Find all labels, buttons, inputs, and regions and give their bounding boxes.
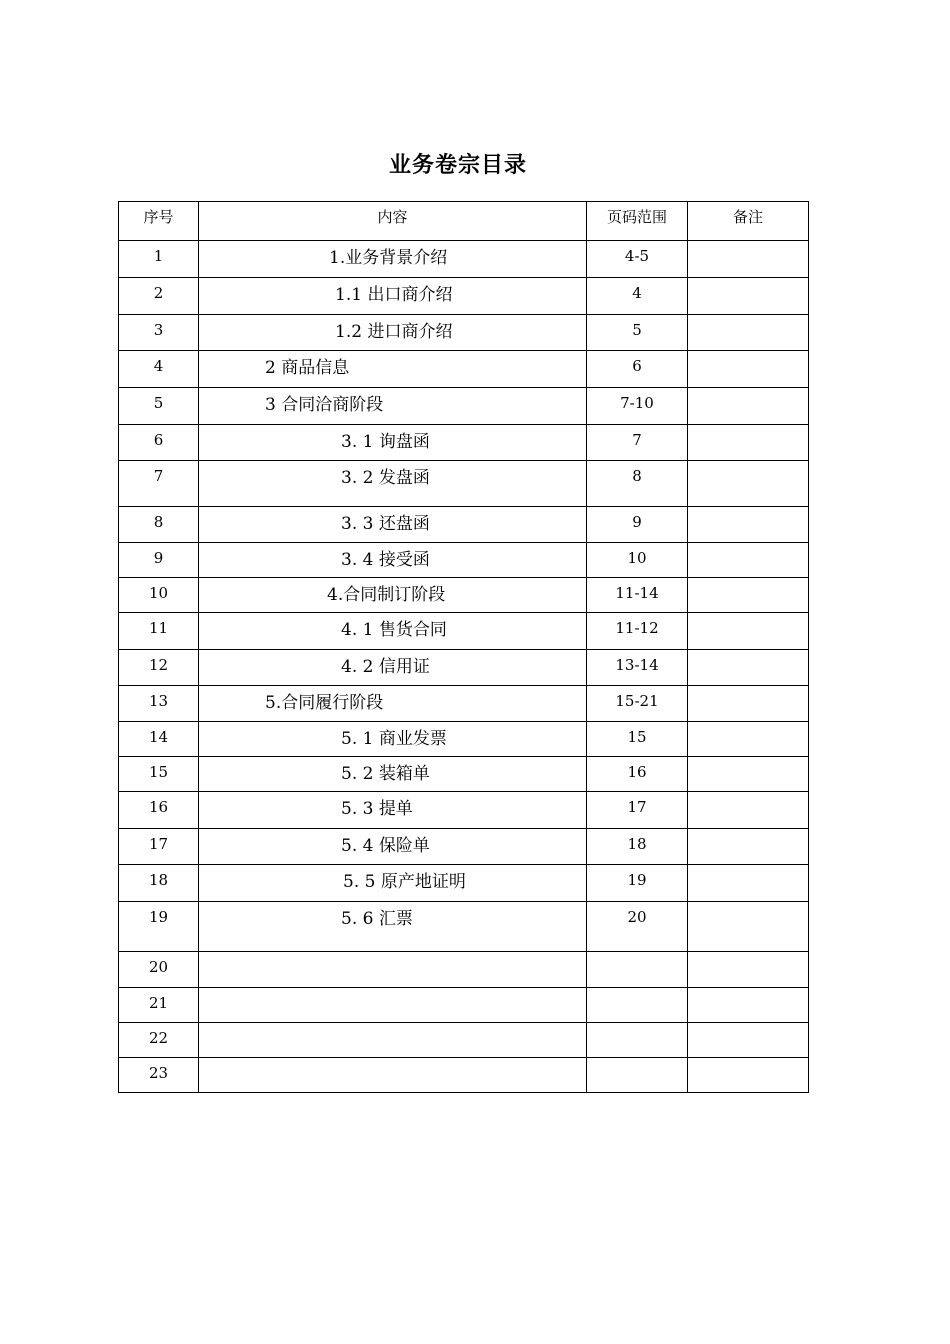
row-pages: 11-14 <box>587 578 688 613</box>
table-row <box>119 315 809 351</box>
row-content: 5. 6 汇票 <box>341 909 413 929</box>
row-number: 12 <box>119 650 199 686</box>
row-content: 3. 4 接受函 <box>341 550 430 570</box>
row-remarks <box>688 902 809 952</box>
toc-table <box>118 201 809 1093</box>
row-pages: 6 <box>587 351 688 388</box>
table-row <box>119 241 809 278</box>
row-content: 5. 2 装箱单 <box>341 764 430 784</box>
table-row <box>119 1058 809 1093</box>
row-content-cell <box>199 792 587 829</box>
row-pages: 9 <box>587 507 688 543</box>
row-content-cell <box>199 686 587 722</box>
row-remarks <box>688 865 809 902</box>
table-row <box>119 351 809 388</box>
row-remarks <box>688 278 809 315</box>
row-content: 2 商品信息 <box>265 358 350 378</box>
table-row <box>119 278 809 315</box>
table-row <box>119 686 809 722</box>
row-pages: 7 <box>587 425 688 461</box>
header-remarks: 备注 <box>688 202 809 241</box>
row-content: 4. 2 信用证 <box>341 657 430 677</box>
row-remarks <box>688 1023 809 1058</box>
row-content: 5. 5 原产地证明 <box>343 872 466 892</box>
row-number: 1 <box>119 241 199 278</box>
row-content-cell <box>199 1058 587 1093</box>
row-number: 16 <box>119 792 199 829</box>
row-remarks <box>688 543 809 578</box>
row-content: 5. 1 商业发票 <box>341 729 447 749</box>
row-pages: 17 <box>587 792 688 829</box>
row-content-cell <box>199 543 587 578</box>
row-pages: 16 <box>587 757 688 792</box>
row-content-cell <box>199 241 587 278</box>
row-number: 7 <box>119 461 199 507</box>
table-row <box>119 722 809 757</box>
row-pages: 18 <box>587 829 688 865</box>
row-remarks <box>688 952 809 988</box>
table-row <box>119 988 809 1023</box>
table-row <box>119 507 809 543</box>
table-row <box>119 792 809 829</box>
row-number: 8 <box>119 507 199 543</box>
row-pages <box>587 1058 688 1093</box>
row-number: 9 <box>119 543 199 578</box>
row-content-cell <box>199 278 587 315</box>
row-remarks <box>688 351 809 388</box>
table-row <box>119 865 809 902</box>
row-content-cell <box>199 865 587 902</box>
row-remarks <box>688 650 809 686</box>
row-remarks <box>688 461 809 507</box>
row-content-cell <box>199 952 587 988</box>
row-content: 5. 4 保险单 <box>341 836 430 856</box>
row-remarks <box>688 507 809 543</box>
row-number: 11 <box>119 613 199 650</box>
row-number: 20 <box>119 952 199 988</box>
row-pages: 10 <box>587 543 688 578</box>
row-number: 14 <box>119 722 199 757</box>
row-number: 5 <box>119 388 199 425</box>
row-number: 15 <box>119 757 199 792</box>
row-content-cell <box>199 757 587 792</box>
row-content-cell <box>199 578 587 613</box>
row-content-cell <box>199 315 587 351</box>
table-header-row <box>119 202 809 241</box>
row-content-cell <box>199 1023 587 1058</box>
document-title: 业务卷宗目录 <box>388 153 527 178</box>
row-content-cell <box>199 425 587 461</box>
table-row <box>119 952 809 988</box>
table-row <box>119 578 809 613</box>
row-pages <box>587 988 688 1023</box>
table-row <box>119 757 809 792</box>
row-pages: 13-14 <box>587 650 688 686</box>
table-row <box>119 425 809 461</box>
row-remarks <box>688 425 809 461</box>
row-content-cell <box>199 902 587 952</box>
row-remarks <box>688 829 809 865</box>
row-pages: 7-10 <box>587 388 688 425</box>
row-content-cell <box>199 988 587 1023</box>
row-content: 3 合同洽商阶段 <box>265 395 384 415</box>
header-pages: 页码范围 <box>587 202 688 241</box>
row-content: 5. 3 提单 <box>341 799 413 819</box>
row-number: 13 <box>119 686 199 722</box>
row-content-cell <box>199 351 587 388</box>
row-number: 4 <box>119 351 199 388</box>
row-remarks <box>688 988 809 1023</box>
row-pages: 5 <box>587 315 688 351</box>
row-remarks <box>688 613 809 650</box>
row-pages: 15 <box>587 722 688 757</box>
row-content-cell <box>199 650 587 686</box>
table-row <box>119 543 809 578</box>
row-content: 1.业务背景介绍 <box>329 248 448 268</box>
row-content: 4.合同制订阶段 <box>327 585 446 605</box>
row-pages <box>587 1023 688 1058</box>
row-content: 4. 1 售货合同 <box>341 620 447 640</box>
row-number: 22 <box>119 1023 199 1058</box>
row-number: 19 <box>119 902 199 952</box>
row-pages: 20 <box>587 902 688 952</box>
row-pages: 15-21 <box>587 686 688 722</box>
row-content: 1.1 出口商介绍 <box>335 285 453 305</box>
row-remarks <box>688 792 809 829</box>
row-pages: 4-5 <box>587 241 688 278</box>
row-number: 3 <box>119 315 199 351</box>
row-remarks <box>688 578 809 613</box>
header-content: 内容 <box>199 202 587 241</box>
table-row <box>119 829 809 865</box>
row-pages: 4 <box>587 278 688 315</box>
row-content: 1.2 进口商介绍 <box>335 322 453 342</box>
row-number: 17 <box>119 829 199 865</box>
row-remarks <box>688 722 809 757</box>
row-number: 18 <box>119 865 199 902</box>
row-remarks <box>688 241 809 278</box>
row-number: 23 <box>119 1058 199 1093</box>
row-number: 10 <box>119 578 199 613</box>
header-no: 序号 <box>119 202 199 241</box>
row-content: 3. 3 还盘函 <box>341 514 430 534</box>
table-row <box>119 613 809 650</box>
row-number: 6 <box>119 425 199 461</box>
row-number: 21 <box>119 988 199 1023</box>
table-row <box>119 1023 809 1058</box>
table-row <box>119 461 809 507</box>
row-remarks <box>688 388 809 425</box>
row-remarks <box>688 1058 809 1093</box>
row-content-cell <box>199 507 587 543</box>
row-remarks <box>688 757 809 792</box>
row-pages: 8 <box>587 461 688 507</box>
row-content-cell <box>199 461 587 507</box>
row-pages: 19 <box>587 865 688 902</box>
row-content: 3. 2 发盘函 <box>341 468 430 488</box>
row-pages: 11-12 <box>587 613 688 650</box>
table-row <box>119 902 809 952</box>
row-content-cell <box>199 388 587 425</box>
row-content: 5.合同履行阶段 <box>265 693 384 713</box>
row-content-cell <box>199 829 587 865</box>
row-content: 3. 1 询盘函 <box>341 432 430 452</box>
row-remarks <box>688 686 809 722</box>
table-row <box>119 650 809 686</box>
row-pages <box>587 952 688 988</box>
row-content-cell <box>199 722 587 757</box>
row-content-cell <box>199 613 587 650</box>
table-row <box>119 388 809 425</box>
row-remarks <box>688 315 809 351</box>
row-number: 2 <box>119 278 199 315</box>
